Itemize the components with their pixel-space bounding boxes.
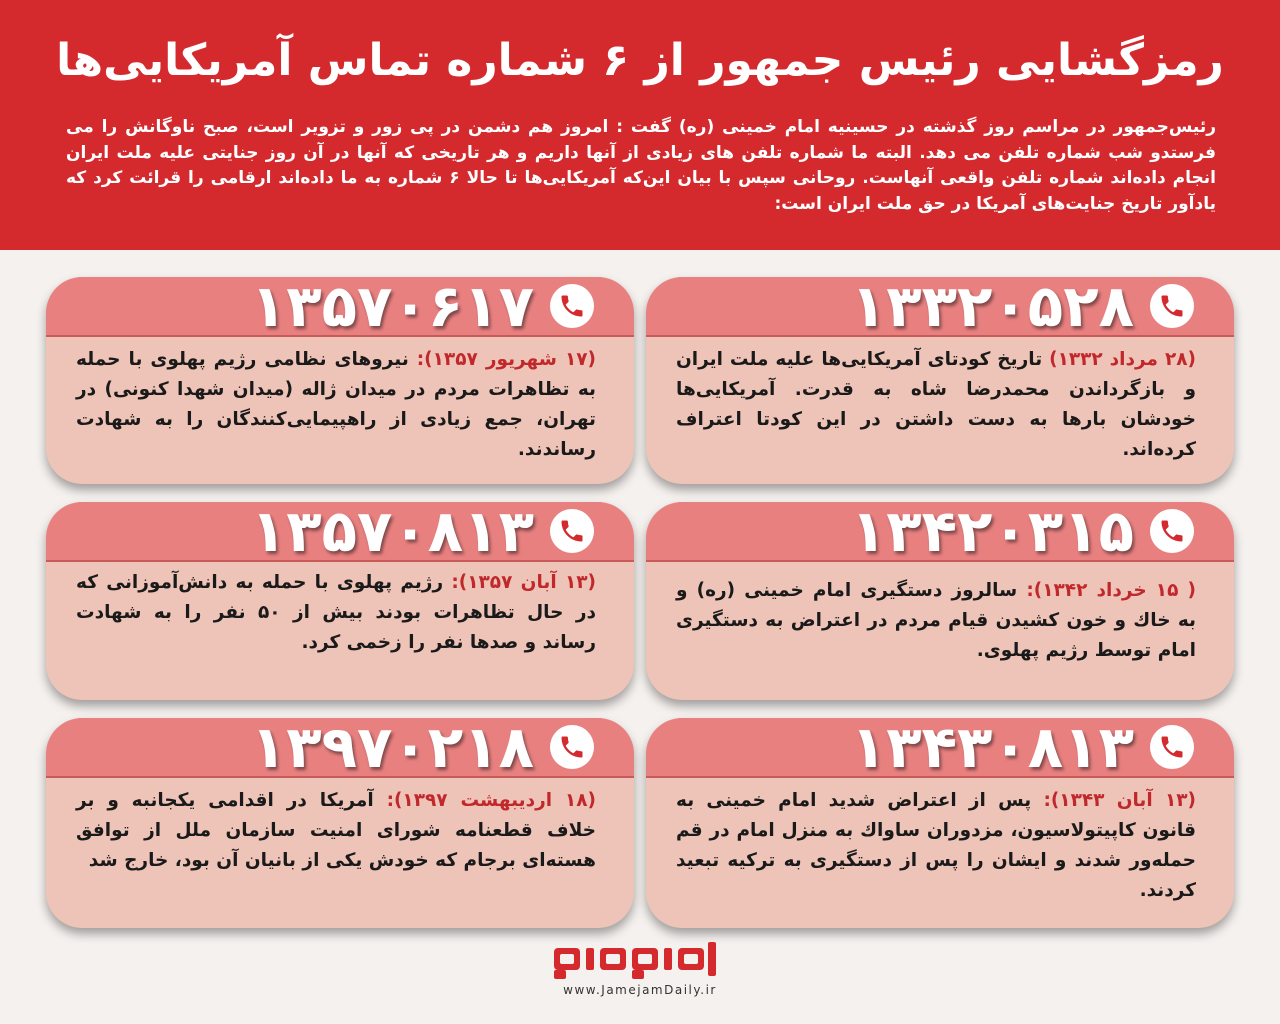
card-description <box>46 778 634 876</box>
phone-card <box>46 277 634 484</box>
card-header <box>46 277 634 340</box>
phone-card <box>46 718 634 928</box>
event-text: آمریکا در اقدامی یکجانبه و بر خلاف قطعنامه شورای امنیت سازمان ملل از توافق هسته‌ای برجام که خودش یکی از بانیان آن بود، خارج شد <box>76 790 596 871</box>
event-text: تاریخ کودتای آمریکایی‌ها علیه ملت ایران و بازگرداندن محمدرضا شاه به قدرت. آمریکایی‌ها خودشان بارها به دست داشتن در این کودتا اعتراف کرده‌اند. <box>676 349 1196 460</box>
phone-icon <box>1150 725 1194 769</box>
card-header <box>646 502 1234 565</box>
event-text: سالروز دستگیری امام خمینی (ره) و به خاك و خون كشیدن قیام مردم در اعتراض به دستگیری امام توسط رژیم پهلوی. <box>676 580 1196 661</box>
jamejam-logo <box>550 940 730 982</box>
phone-card <box>646 502 1234 700</box>
event-date: (۱۳ آبان ۱۳۴۳): <box>1043 790 1196 811</box>
header-banner <box>0 0 1280 250</box>
card-header <box>646 718 1234 781</box>
event-date: ( ۱۵ خرداد ۱۳۴۲): <box>1026 580 1196 601</box>
phone-number: ۱۳۴۲۰۳۱۵ <box>850 502 1134 565</box>
phone-number: ۱۳۵۷۰۶۱۷ <box>250 277 534 340</box>
phone-card <box>646 718 1234 928</box>
event-text: رژیم پهلوی با حمله به دانش‌آموزانی که در حال تظاهرات بودند بیش از ۵۰ نفر را به شهادت رساند و صدها نفر را زخمی کرد. <box>76 572 596 653</box>
phone-card <box>646 277 1234 484</box>
card-description <box>46 337 634 465</box>
phone-card <box>46 502 634 700</box>
card-description <box>646 337 1234 465</box>
event-date: (۱۳ آبان ۱۳۵۷): <box>451 572 596 593</box>
website-url[interactable]: www.JamejamDaily.ir <box>563 983 717 997</box>
event-date: (۱۸ اردیبهشت ۱۳۹۷): <box>386 790 596 811</box>
event-date: (۲۸ مرداد ۱۳۳۲) <box>1049 349 1196 370</box>
phone-icon <box>550 509 594 553</box>
card-description <box>646 778 1234 906</box>
event-date: (۱۷ شهریور ۱۳۵۷): <box>416 349 596 370</box>
phone-number: ۱۳۴۳۰۸۱۳ <box>850 718 1134 781</box>
intro-paragraph: رئیس‌جمهور در مراسم روز گذشته در حسینیه امام خمینی (ره) گفت : امروز هم دشمن در پی زور و تزویر است، صبح ناوگانش را می فرستدو شب شماره تلفن می دهد. البته ما شماره تلفن های زیادی از آنها داریم و هر تاریخی که آنها در آن روز جنایتی علیه ملت ایران انجام داده‌اند شماره تلفن واقعی آنهاست. روحانی سپس با بیان این‌که آمریکایی‌ها تا حالا ۶ شماره به ما داده‌اند ارقامی را قرائت کرد که یادآور تاریخ جنایت‌های آمریکا در حق ملت ایران است: <box>66 117 1216 214</box>
phone-icon <box>550 284 594 328</box>
phone-icon <box>1150 509 1194 553</box>
page-title: رمزگشایی رئیس جمهور از ۶ شماره تماس آمریکایی‌ها <box>56 35 1224 86</box>
phone-number: ۱۳۳۲۰۵۲۸ <box>850 277 1134 340</box>
card-header <box>646 277 1234 340</box>
phone-number: ۱۳۹۷۰۲۱۸ <box>250 718 534 781</box>
phone-icon <box>1150 284 1194 328</box>
card-description <box>46 562 634 658</box>
phone-number: ۱۳۵۷۰۸۱۳ <box>250 502 534 565</box>
phone-icon <box>550 725 594 769</box>
card-header <box>46 502 634 565</box>
event-text: نیروهای نظامی رژیم پهلوی با حمله به تظاهرات مردم در میدان ژاله (میدان شهدا کنونی) در تهران، جمع زیادی از راهپیمایی‌کنندگان را به شهادت رساندند. <box>76 349 596 460</box>
card-header <box>46 718 634 781</box>
card-description <box>646 562 1234 666</box>
event-text: پس از اعتراض شدید امام خمینی به قانون کاپیتولاسیون، مزدوران ساواك به منزل امام در قم حمله‌ور شدند و ایشان را پس از دستگیری به ترکیه تبعید کردند. <box>676 790 1196 901</box>
